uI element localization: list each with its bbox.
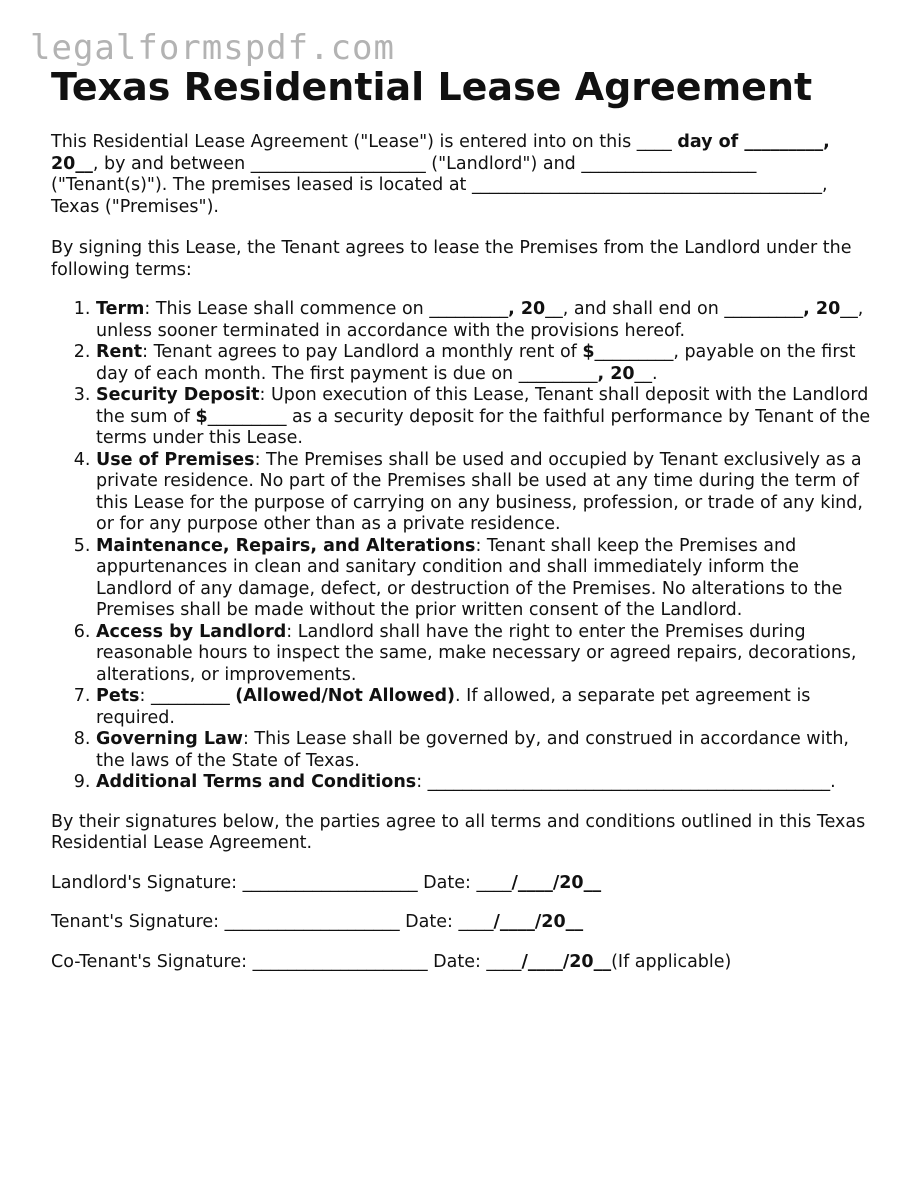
clause-text: _________ as a security deposit for the faithful performance by Tenant of the terms under this Lease. bbox=[96, 406, 871, 448]
clause-bold: , 20 bbox=[508, 299, 546, 319]
clause-text: . If allowed, a separate pet agreement is required. bbox=[96, 686, 811, 728]
clause-heading: Pets bbox=[96, 686, 140, 706]
document-title: Texas Residential Lease Agreement bbox=[51, 65, 813, 109]
landlord-signature-line bbox=[51, 873, 873, 895]
terms-list bbox=[51, 299, 873, 794]
intro-text-2: , by and between ____________________ ("Landlord") and ____________________ ("Tenant(s)"). The premises leased is located at ________________________________________, Texas ("Premises"). bbox=[51, 153, 828, 217]
clause-text: : This Lease shall be governed by, and construed in accordance with, the laws of the State of Texas. bbox=[96, 729, 849, 771]
tenant-signature-line bbox=[51, 912, 873, 934]
rent-clause bbox=[96, 342, 873, 385]
clause-text: : Landlord shall have the right to enter the Premises during reasonable hours to inspect the same, make necessary or agreed repairs, decorations, alterations, or improvements. bbox=[96, 621, 857, 685]
maintenance-clause bbox=[96, 536, 873, 622]
clause-bold: $ bbox=[582, 342, 595, 362]
signature-note: (If applicable) bbox=[611, 951, 732, 972]
security-deposit-clause bbox=[96, 385, 873, 450]
clause-heading: Rent bbox=[96, 342, 143, 362]
clause-text: __, and shall end on _________ bbox=[545, 299, 804, 319]
intro-text-1: This Residential Lease Agreement ("Lease") is entered into on this ____ bbox=[51, 132, 678, 152]
lead-paragraph: By signing this Lease, the Tenant agrees to lease the Premises from the Landlord under the following terms: bbox=[51, 238, 852, 280]
clause-heading: Additional Terms and Conditions bbox=[96, 772, 417, 792]
clause-heading: Maintenance, Repairs, and Alterations bbox=[96, 535, 476, 556]
pets-clause bbox=[96, 686, 873, 729]
co-tenant-signature-line bbox=[51, 952, 873, 974]
document-body bbox=[51, 132, 873, 991]
clause-text: __. bbox=[634, 363, 658, 384]
use-of-premises-clause bbox=[96, 450, 873, 536]
intro-paragraph bbox=[51, 132, 873, 218]
additional-terms-clause bbox=[96, 772, 873, 794]
clause-heading: Governing Law bbox=[96, 729, 243, 749]
clause-text: : The Premises shall be used and occupied by Tenant exclusively as a private residence. No part of the Premises shall be used at any time during the term of this Lease for the purpose of carrying on any business, profession, or trade of any kind, or for any purpose other than as a private residence. bbox=[96, 449, 863, 534]
watermark: legalformspdf.com bbox=[30, 28, 395, 68]
clause-text: : _________ bbox=[139, 686, 236, 706]
clause-text: : Tenant shall keep the Premises and appurtenances in clean and sanitary condition and shall immediately inform the Landlord of any damage, defect, or destruction of the Premises. No alterations to the Premises shall be made without the prior written consent of the Landlord. bbox=[96, 535, 843, 620]
clause-bold: , 20 bbox=[597, 363, 635, 384]
signature-label: Co-Tenant's Signature: ____________________ Date: ____ bbox=[51, 951, 522, 972]
clause-heading: Security Deposit bbox=[96, 385, 260, 405]
intro-date-blank: day of _________, 20__ bbox=[51, 132, 830, 174]
clause-heading: Access by Landlord bbox=[96, 621, 287, 642]
clause-text: : This Lease shall commence on _________ bbox=[144, 299, 509, 319]
clause-bold: , 20 bbox=[803, 299, 841, 319]
clause-text: : ______________________________________________. bbox=[416, 772, 836, 792]
signature-date: /____/20__ bbox=[521, 951, 612, 972]
governing-law-clause bbox=[96, 729, 873, 772]
signature-date: /____/20__ bbox=[511, 872, 602, 893]
term-clause bbox=[96, 299, 873, 342]
clause-text: __, unless sooner terminated in accordance with the provisions hereof. bbox=[96, 299, 864, 341]
clause-text: : Tenant agrees to pay Landlord a monthly rent of bbox=[142, 342, 583, 362]
clause-text: : Upon execution of this Lease, Tenant shall deposit with the Landlord the sum of bbox=[96, 385, 869, 427]
clause-bold: (Allowed/Not Allowed) bbox=[235, 686, 456, 706]
clause-heading: Term bbox=[96, 299, 145, 319]
signature-date: /____/20__ bbox=[493, 912, 584, 932]
signature-label: Landlord's Signature: ____________________ Date: ____ bbox=[51, 872, 512, 893]
clause-text: _________, payable on the first day of each month. The first payment is due on _________ bbox=[96, 342, 856, 384]
signature-label: Tenant's Signature: ____________________ Date: ____ bbox=[51, 912, 494, 932]
clause-heading: Use of Premises bbox=[96, 449, 255, 470]
closing-paragraph: By their signatures below, the parties agree to all terms and conditions outlined in this Texas Residential Lease Agreement. bbox=[51, 811, 866, 853]
clause-bold: $ bbox=[195, 406, 208, 427]
access-clause bbox=[96, 622, 873, 687]
